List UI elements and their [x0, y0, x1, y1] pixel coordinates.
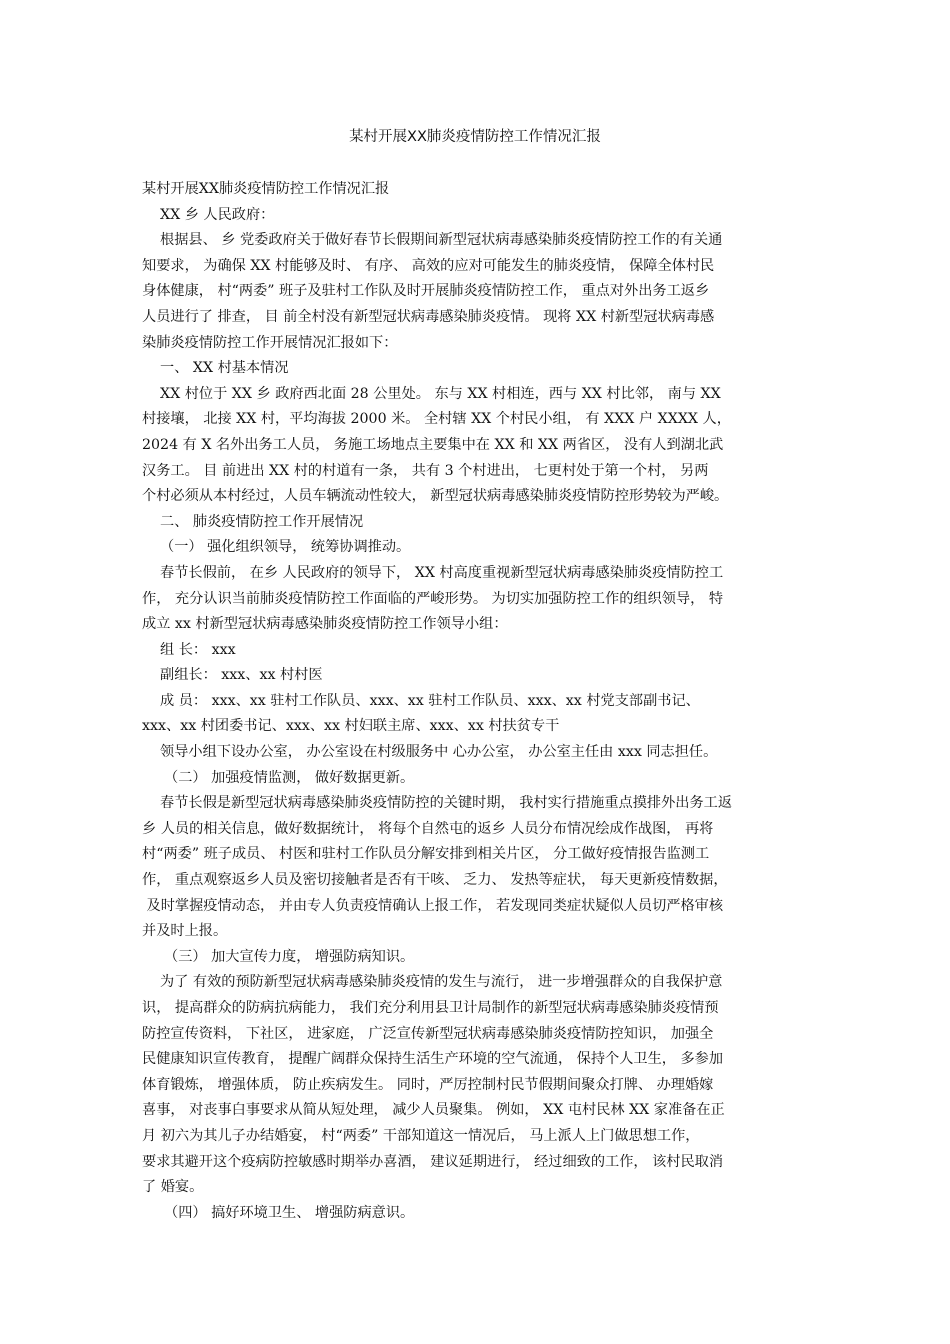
page-title: 某村开展XX肺炎疫情防控工作情况汇报 [349, 129, 601, 145]
paragraph-line: 个村必须从本村经过，人员车辆流动性较大， 新型冠状病毒感染肺炎疫情防控形势较为严峻。 [142, 488, 729, 505]
paragraph-line: 人员进行了 排查， 目 前全村没有新型冠状病毒感染肺炎疫情。 现将 XX 村新型冠状病毒感 [142, 308, 715, 325]
paragraph-line: 识， 提高群众的防病抗病能力， 我们充分利用县卫计局制作的新型冠状病毒感染肺炎疫情预 [142, 1000, 719, 1016]
paragraph-line: 作， 充分认识当前肺炎疫情防控工作面临的严峻形势。 为切实加强防控工作的组织领导， 特 [142, 590, 724, 607]
paragraph-line: 体育锻炼， 增强体质， 防止疾病发生。 同时，严厉控制村民节假期间聚众打牌、 办理婚嫁 [142, 1076, 714, 1093]
paragraph-line: 为了 有效的预防新型冠状病毒感染肺炎疫情的发生与流行， 进一步增强群众的自我保护意 [160, 974, 723, 991]
subsection-heading: （二） 加强疫情监测， 做好数据更新。 [164, 769, 415, 786]
paragraph-line: 春节长假是新型冠状病毒感染肺炎疫情防控的关键时期， 我村实行措施重点摸排外出务工返 [160, 795, 733, 812]
paragraph-line: 月 初六为其儿子办结婚宴， 村“两委” 干部知道这一情况后， 马上派人上门做思想工作， [142, 1127, 700, 1144]
paragraph-line: 村“两委” 班子成员、 村医和驻村工作队员分解安排到相关片区， 分工做好疫情报告监测工 [142, 846, 710, 863]
paragraph-line: 2024 有 X 名外出务工人员， 务施工场地点主要集中在 XX 和 XX 两省区， 没有人到湖北武 [142, 436, 724, 453]
leader-line: 组 长： xxx [160, 641, 236, 658]
paragraph-line: 身体健康， 村“两委” 班子及驻村工作队及时开展肺炎疫情防控工作， 重点对外出务工返乡 [142, 283, 710, 300]
paragraph-line: 乡 人员的相关信息，做好数据统计， 将每个自然屯的返乡 人员分布情况绘成作战图， 再将 [142, 820, 714, 837]
subsection-heading: （三） 加大宣传力度， 增强防病知识。 [164, 948, 415, 965]
paragraph-line: 春节长假前， 在乡 人民政府的领导下， XX 村高度重视新型冠状病毒感染肺炎疫情防控工 [160, 564, 724, 581]
members-line: xxx、xx 村团委书记、xxx、xx 村妇联主席、xxx、xx 村扶贫专干 [142, 718, 560, 735]
document-body [142, 177, 812, 1226]
paragraph-line: 染肺炎疫情防控工作开展情况汇报如下： [142, 334, 398, 351]
section-heading: 二、 肺炎疫情防控工作开展情况 [160, 513, 364, 530]
paragraph-line: 村接壤， 北接 XX 村，平均海拔 2000 米。 全村辖 XX 个村民小组， 有 XXX 户 XXXX 人， [142, 411, 731, 428]
paragraph-line: 汉务工。 目 前进出 XX 村的村道有一条， 共有 3 个村进出， 七更村处于第一个村， 另两 [142, 462, 709, 479]
doc-heading: 某村开展XX肺炎疫情防控工作情况汇报 [142, 181, 390, 197]
paragraph-line: 成立 xx 村新型冠状病毒感染肺炎疫情防控工作领导小组： [142, 616, 508, 633]
paragraph-line: 了 婚宴。 [142, 1179, 204, 1196]
salutation: XX 乡 人民政府： [160, 206, 275, 223]
paragraph-line: XX 村位于 XX 乡 政府西北面 28 公里处。 东与 XX 村相连，西与 XX 村比邻， 南与 XX [160, 385, 721, 402]
paragraph-line: 领导小组下设办公室， 办公室设在村级服务中 心办公室， 办公室主任由 xxx 同志担任。 [160, 744, 718, 761]
paragraph-line: 民健康知识宣传教育， 提醒广阔群众保持生活生产环境的空气流通， 保持个人卫生， 多参加 [142, 1051, 724, 1068]
paragraph-line: 并及时上报。 [142, 923, 228, 940]
paragraph-line: 知要求， 为确保 XX 村能够及时、 有序、 高效的应对可能发生的肺炎疫情， 保障全体村民 [142, 257, 715, 274]
subsection-heading: （四） 搞好环境卫生、 增强防病意识。 [164, 1204, 415, 1221]
section-heading: 一、 XX 村基本情况 [160, 360, 289, 377]
paragraph-line: 及时掌握疫情动态， 并由专人负责疫情确认上报工作， 若发现同类症状疑似人员切严格审核 [142, 897, 724, 914]
paragraph-line: 防控宣传资料， 下社区， 进家庭， 广泛宣传新型冠状病毒感染肺炎疫情防控知识， 加强全 [142, 1025, 714, 1042]
paragraph-line: 作， 重点观察返乡人员及密切接触者是否有干咳、 乏力、 发热等症状， 每天更新疫情数据， [142, 872, 728, 889]
members-line: 成 员： xxx、xx 驻村工作队员、xxx、xx 驻村工作队员、xxx、xx 村党支部副书记、 [160, 692, 700, 709]
deputy-leader-line: 副组长： xxx、xx 村村医 [160, 667, 323, 684]
paragraph-line: 喜事， 对丧事白事要求从简从短处理， 减少人员聚集。 例如， XX 屯村民林 XX 家准备在正 [142, 1102, 725, 1119]
subsection-heading: （一） 强化组织领导， 统筹协调推动。 [160, 539, 411, 556]
paragraph-line: 根据县、 乡 党委政府关于做好春节长假期间新型冠状病毒感染肺炎疫情防控工作的有关通 [160, 232, 723, 249]
paragraph-line: 要求其避开这个疫病防控敏感时期举办喜酒， 建议延期进行， 经过细致的工作， 该村民取消 [142, 1153, 724, 1170]
